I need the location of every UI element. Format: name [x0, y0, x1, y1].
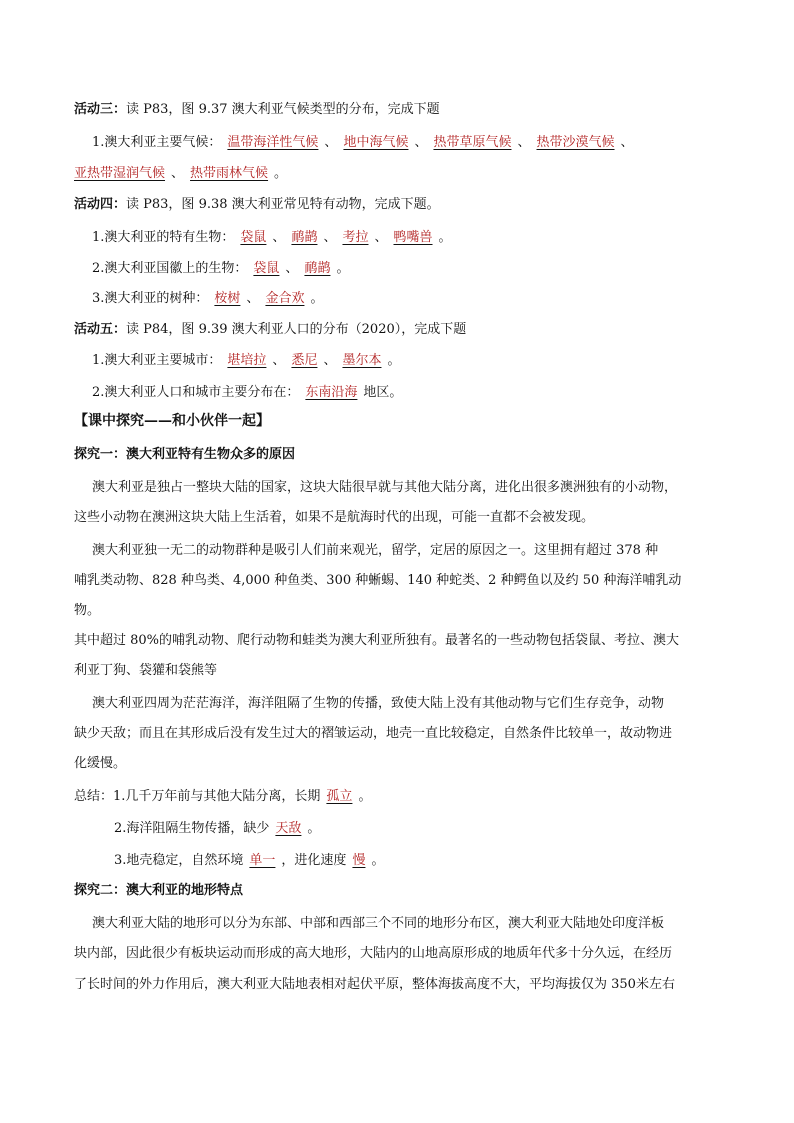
- activity5-title: 活动五：: [74, 322, 127, 337]
- activity5-line: [74, 321, 466, 339]
- separator: 、: [323, 230, 337, 245]
- separator: 、: [323, 353, 337, 368]
- activity4-q1-prefix: 1.澳大利亚的特有生物：: [92, 230, 235, 245]
- separator: 、: [272, 353, 286, 368]
- explore1-p2-line3: 物。: [74, 603, 101, 618]
- activity3-line: [74, 101, 440, 119]
- explore1-p3-line2: 利亚丁狗、袋獾和袋熊等: [74, 663, 218, 678]
- separator: 。: [310, 291, 324, 306]
- answer-blank: 金合欢: [265, 291, 305, 306]
- answer-blank: 热带沙漠气候: [536, 135, 615, 150]
- answer-blank: 天敌: [275, 821, 302, 836]
- answer-blank: 鸭嘴兽: [393, 230, 433, 245]
- separator: 、: [272, 230, 286, 245]
- explore2-p1-line2: 块内部，因此很少有板块运动而形成的高大地形，大陆内的山地高原形成的地质年代多十分久远，在经历: [74, 946, 673, 961]
- activity3-q1-prefix: 1.澳大利亚主要气候：: [92, 135, 222, 150]
- explore1-p4-line3: 化缓慢。: [74, 756, 127, 771]
- answer-blank: 堪培拉: [227, 353, 267, 368]
- explore1-p1-line1: 澳大利亚是独占一整块大陆的国家，这块大陆很早就与其他大陆分离，进化出很多澳洲独有的小动物，: [92, 480, 678, 495]
- explore2-title: 探究二：澳大利亚的地形特点: [74, 883, 244, 898]
- separator: 、: [414, 135, 428, 150]
- separator: 、: [517, 135, 531, 150]
- activity5-q2-line: [92, 384, 402, 402]
- activity5-q2-suffix: 地区。: [363, 385, 403, 400]
- activity5-q1-prefix: 1.澳大利亚主要城市：: [92, 353, 222, 368]
- answer-blank: 热带雨林气候: [190, 166, 269, 181]
- separator: 。: [371, 853, 385, 868]
- activity5-q2-prefix: 2.澳大利亚人口和城市主要分布在：: [92, 385, 300, 400]
- activity4-title: 活动四：: [74, 197, 127, 212]
- activity3-q1-line: [92, 134, 634, 152]
- explore1-p4-line2: 缺少天敌；而且在其形成后没有发生过大的褶皱运动，地壳一直比较稳定，自然条件比较单一，故动物进: [74, 726, 673, 741]
- separator: 。: [307, 821, 321, 836]
- answer-blank: 考拉: [342, 230, 369, 245]
- answer-blank: 悉尼: [291, 353, 318, 368]
- separator: 、: [620, 135, 634, 150]
- separator: 、: [171, 166, 185, 181]
- answer-blank: 墨尔本: [342, 353, 382, 368]
- explore2-p1-line1: 澳大利亚大陆的地形可以分为东部、中部和西部三个不同的地形分布区，澳大利亚大陆地处印度洋板: [92, 916, 665, 931]
- section-heading: 【课中探究——和小伙伴一起】: [74, 413, 270, 429]
- answer-blank: 慢: [352, 853, 366, 868]
- summary-text: 3.地壳稳定，自然环境: [114, 853, 244, 868]
- activity3-q1-cont: [74, 165, 287, 183]
- activity5-intro: 读 P84，图 9.39 澳大利亚人口的分布（2020），完成下题: [126, 322, 467, 337]
- separator: 。: [358, 789, 372, 804]
- separator: 、: [374, 230, 388, 245]
- summary-text: 1.几千万年前与其他大陆分离，长期: [113, 789, 321, 804]
- separator: 、: [324, 135, 338, 150]
- activity4-q2-prefix: 2.澳大利亚国徽上的生物：: [92, 261, 248, 276]
- answer-blank: 鸸鹋: [291, 230, 318, 245]
- answer-blank: 孤立: [326, 789, 353, 804]
- answer-blank: 地中海气候: [343, 135, 409, 150]
- answer-blank: 桉树: [214, 291, 241, 306]
- activity3-title: 活动三：: [74, 102, 127, 117]
- activity4-line: [74, 196, 440, 214]
- explore1-p4-line1: 澳大利亚四周为茫茫海洋，海洋阻隔了生物的传播，致使大陆上没有其他动物与它们生存竞争，动物: [92, 696, 665, 711]
- activity4-q2-line: [92, 260, 349, 278]
- answer-blank: 鸸鹋: [304, 261, 331, 276]
- separator: 。: [438, 230, 452, 245]
- explore1-p2-line2: 哺乳类动物、828 种鸟类、4,000 种鱼类、300 种蜥蜴、140 种蛇类、2 种鳄鱼以及约 50 种海洋哺乳动: [74, 573, 682, 588]
- separator: 、: [285, 261, 299, 276]
- summary-text: ，进化速度: [281, 853, 347, 868]
- activity4-q3-prefix: 3.澳大利亚的树种：: [92, 291, 209, 306]
- activity4-q3-line: [92, 290, 323, 308]
- explore1-title: 探究一：澳大利亚特有生物众多的原因: [74, 447, 296, 462]
- explore1-p1-line2: 这些小动物在澳洲这块大陆上生活着，如果不是航海时代的出现，可能一直都不会被发现。: [74, 510, 595, 525]
- summary-prefix: 总结：: [74, 789, 114, 804]
- explore2-p1-line3: 了长时间的外力作用后，澳大利亚大陆地表相对起伏平原，整体海拔高度不大，平均海拔仅为 350米左右: [74, 977, 675, 992]
- explore1-p2-line1: 澳大利亚独一无二的动物群种是吸引人们前来观光，留学，定居的原因之一。这里拥有超过 378 种: [92, 543, 659, 558]
- summary-text: 2.海洋阻隔生物传播，缺少: [114, 821, 270, 836]
- summary-line2: [114, 820, 320, 838]
- summary-line3: [114, 852, 384, 870]
- separator: 。: [336, 261, 350, 276]
- activity3-intro: 读 P83，图 9.37 澳大利亚气候类型的分布，完成下题: [126, 102, 440, 117]
- activity4-intro: 读 P83，图 9.38 澳大利亚常见特有动物，完成下题。: [126, 197, 440, 212]
- separator: 、: [246, 291, 260, 306]
- activity5-q1-line: [92, 352, 401, 370]
- answer-blank: 东南沿海: [305, 385, 358, 400]
- answer-blank: 袋鼠: [253, 261, 280, 276]
- answer-blank: 热带草原气候: [433, 135, 512, 150]
- answer-blank: 温带海洋性气候: [227, 135, 319, 150]
- summary-line1: [74, 788, 371, 806]
- separator: 。: [387, 353, 401, 368]
- separator: 。: [274, 166, 288, 181]
- answer-blank: 袋鼠: [240, 230, 267, 245]
- answer-blank: 单一: [249, 853, 276, 868]
- explore1-p3-line1: 其中超过 80%的哺乳动物、爬行动物和蛙类为澳大利亚所独有。最著名的一些动物包括袋鼠、考拉、澳大: [74, 633, 680, 648]
- answer-blank: 亚热带湿润气候: [74, 166, 166, 181]
- activity4-q1-line: [92, 229, 452, 247]
